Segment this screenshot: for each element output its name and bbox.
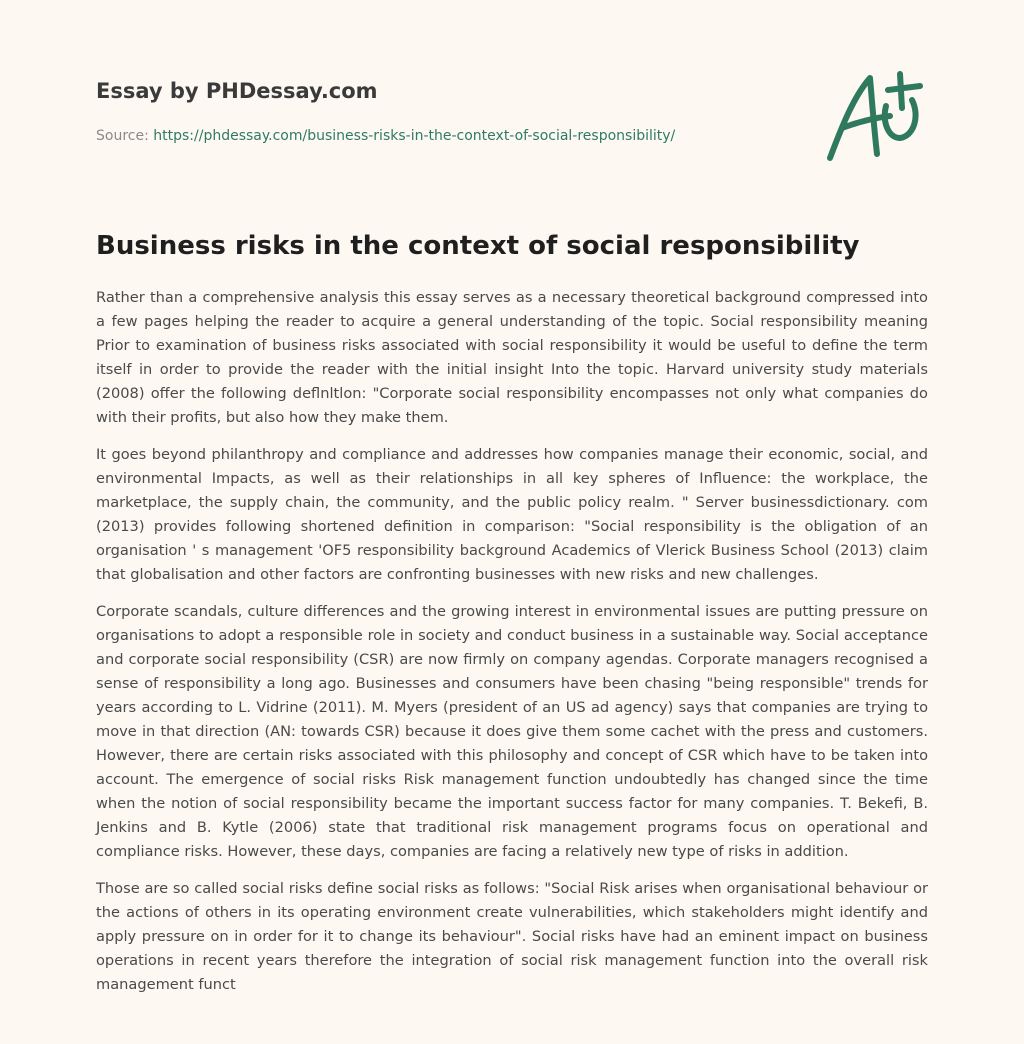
paragraph-2: It goes beyond philanthropy and compliance and addresses how companies manage their economic, social, and environmental Impacts, as well as their relationships in all key spheres of Influence: the workplace, the marketplace, the supply chain, the community, and the public policy realm. " Server businessdictionary. com (2013) provides following shortened definition in comparison: "Social responsibility is the obligation of an organisation ' s management 'OF5 responsibility background Academics of Vlerick Business School (2013) claim that globalisation and other factors are confronting businesses with new risks and new challenges. bbox=[96, 446, 928, 583]
grade-a-plus-logo-icon bbox=[820, 66, 930, 166]
essay-title: Business risks in the context of social responsibility bbox=[96, 231, 860, 261]
source-line bbox=[96, 126, 796, 146]
essay-body bbox=[96, 286, 928, 1010]
paragraph-4: Those are so called social risks define social risks as follows: "Social Risk arises when organisational behaviour or the actions of others in its operating environment create vulnerabilities, which stakeholders might identify and apply pressure on in order for it to change its behaviour". Social risks have had an eminent impact on business operations in recent years therefore the integration of social risk management function into the overall risk management funct bbox=[96, 880, 928, 993]
paragraph-1: Rather than a comprehensive analysis this essay serves as a necessary theoretical background compressed into a few pages helping the reader to acquire a general understanding of the topic. Social responsibility meaning Prior to examination of business risks associated with social responsibility it would be useful to define the term itself in order to provide the reader with the initial insight Into the topic. Harvard university study materials (2008) offer the following deflnltlon: "Corporate social responsibility encompasses not only what companies do with their profits, but also how they make them. bbox=[96, 289, 928, 426]
page-header bbox=[96, 76, 796, 146]
source-link[interactable]: https://phdessay.com/business-risks-in-the-context-of-social-responsibility/ bbox=[153, 128, 676, 144]
paragraph-3: Corporate scandals, culture differences and the growing interest in environmental issues are putting pressure on organisations to adopt a responsible role in society and conduct business in a sustainable way. Social acceptance and corporate social responsibility (CSR) are now firmly on company agendas. Corporate managers recognised a sense of responsibility a long ago. Businesses and consumers have been chasing "being responsible" trends for years according to L. Vidrine (2011). M. Myers (president of an US ad agency) says that companies are trying to move in that direction (AN: towards CSR) because it does give them some cachet with the press and customers. However, there are certain risks associated with this philosophy and concept of CSR which have to be taken into account. The emergence of social risks Risk management function undoubtedly has changed since the time when the notion of social responsibility became the important success factor for many companies. T. Bekefi, B. Jenkins and B. Kytle (2006) state that traditional risk management programs focus on operational and compliance risks. However, these days, companies are facing a relatively new type of risks in addition. bbox=[96, 603, 928, 860]
source-label: Source: bbox=[96, 128, 154, 144]
a-plus-logo-svg bbox=[820, 66, 930, 166]
site-title: Essay by PHDessay.com bbox=[96, 79, 378, 103]
